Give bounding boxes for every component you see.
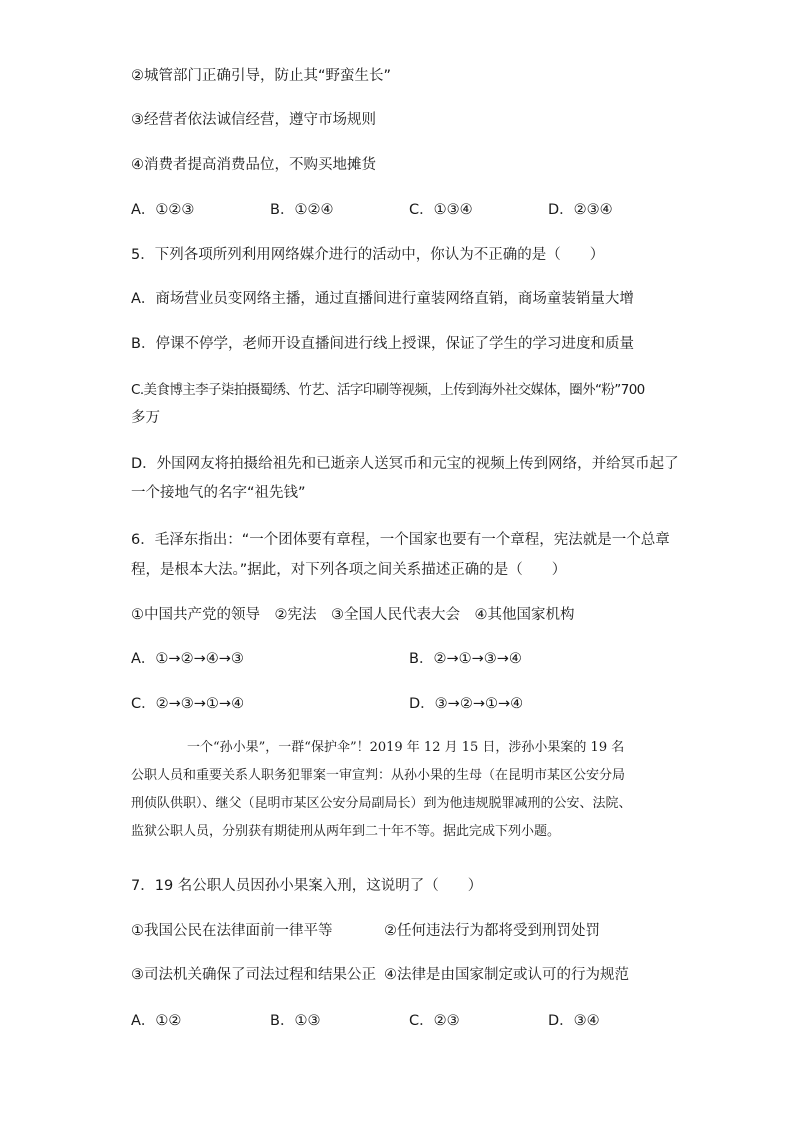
q6-stem-line2: 程，是根本大法。”据此，对下列各项之间关系描述正确的是（ ） bbox=[131, 562, 567, 578]
q5-option-c-line1: C.美食博主李子柒拍摄蜀绣、竹艺、活字印刷等视频，上传到海外社交媒体，圈外“粉”700 bbox=[131, 382, 645, 398]
q7-item-4: ④法律是由国家制定或认可的行为规范 bbox=[384, 967, 629, 983]
q5-option-d-line1: D．外国网友将拍摄给祖先和已逝亲人送冥币和元宝的视频上传到网络，并给冥币起了 bbox=[131, 456, 679, 472]
q4-item-4: ④消费者提高消费品位，不购买地摊货 bbox=[131, 157, 376, 173]
reading-passage bbox=[131, 738, 676, 848]
passage-line-2: 公职人员和重要关系人职务犯罪案一审宣判：从孙小果的生母（在昆明市某区公安分局 bbox=[131, 768, 626, 783]
q7-item-3: ③司法机关确保了司法过程和结果公正 bbox=[131, 967, 376, 983]
q5-option-b: B．停课不停学，老师开设直播间进行线上授课，保证了学生的学习进度和质量 bbox=[131, 336, 634, 352]
q4-option-a: A．①②③ bbox=[131, 202, 195, 218]
q6-option-a: A．①→②→④→③ bbox=[131, 651, 244, 667]
q7-item-2: ②任何违法行为都将受到刑罚处罚 bbox=[384, 923, 600, 939]
q5-option-d-line2: 一个接地气的名字“祖先钱” bbox=[131, 485, 306, 501]
q4-option-c: C．①③④ bbox=[409, 202, 473, 218]
q7-option-d: D．③④ bbox=[548, 1013, 600, 1029]
q4-option-d: D．②③④ bbox=[548, 202, 613, 218]
q5-stem: 5．下列各项所列利用网络媒介进行的活动中，你认为不正确的是（ ） bbox=[131, 247, 605, 263]
passage-line-4: 监狱公职人员，分别获有期徒刑从两年到二十年不等。据此完成下列小题。 bbox=[131, 824, 561, 839]
q4-item-3: ③经营者依法诚信经营，遵守市场规则 bbox=[131, 112, 376, 128]
q7-option-b: B．①③ bbox=[270, 1013, 321, 1029]
passage-line-1: 一个“孙小果”，一群“保护伞”！2019 年 12 月 15 日，涉孙小果案的 19 名 bbox=[187, 740, 625, 755]
q6-option-c: C．②→③→①→④ bbox=[131, 696, 245, 712]
q5-option-a: A．商场营业员变网络主播，通过直播间进行童装网络直销，商场童装销量大增 bbox=[131, 291, 634, 307]
q4-option-b: B．①②④ bbox=[270, 202, 334, 218]
passage-line-3: 刑侦队供职）、继父（昆明市某区公安分局副局长）到为他违规脱罪减刑的公安、法院、 bbox=[131, 796, 632, 811]
q6-option-b: B．②→①→③→④ bbox=[409, 651, 522, 667]
q4-item-2: ②城管部门正确引导，防止其“野蛮生长” bbox=[131, 68, 392, 84]
q6-stem-line1: 6．毛泽东指出：“一个团体要有章程，一个国家也要有一个章程，宪法就是一个总章 bbox=[131, 532, 670, 548]
q7-stem: 7．19 名公职人员因孙小果案入刑，这说明了（ ） bbox=[131, 878, 483, 894]
q7-option-a: A．①② bbox=[131, 1013, 182, 1029]
q7-option-c: C．②③ bbox=[409, 1013, 460, 1029]
q6-option-d: D．③→②→①→④ bbox=[409, 696, 524, 712]
q6-items: ①中国共产党的领导 ②宪法 ③全国人民代表大会 ④其他国家机构 bbox=[131, 607, 575, 623]
q7-item-1: ①我国公民在法律面前一律平等 bbox=[131, 923, 333, 939]
q5-option-c-line2: 多万 bbox=[131, 410, 160, 426]
